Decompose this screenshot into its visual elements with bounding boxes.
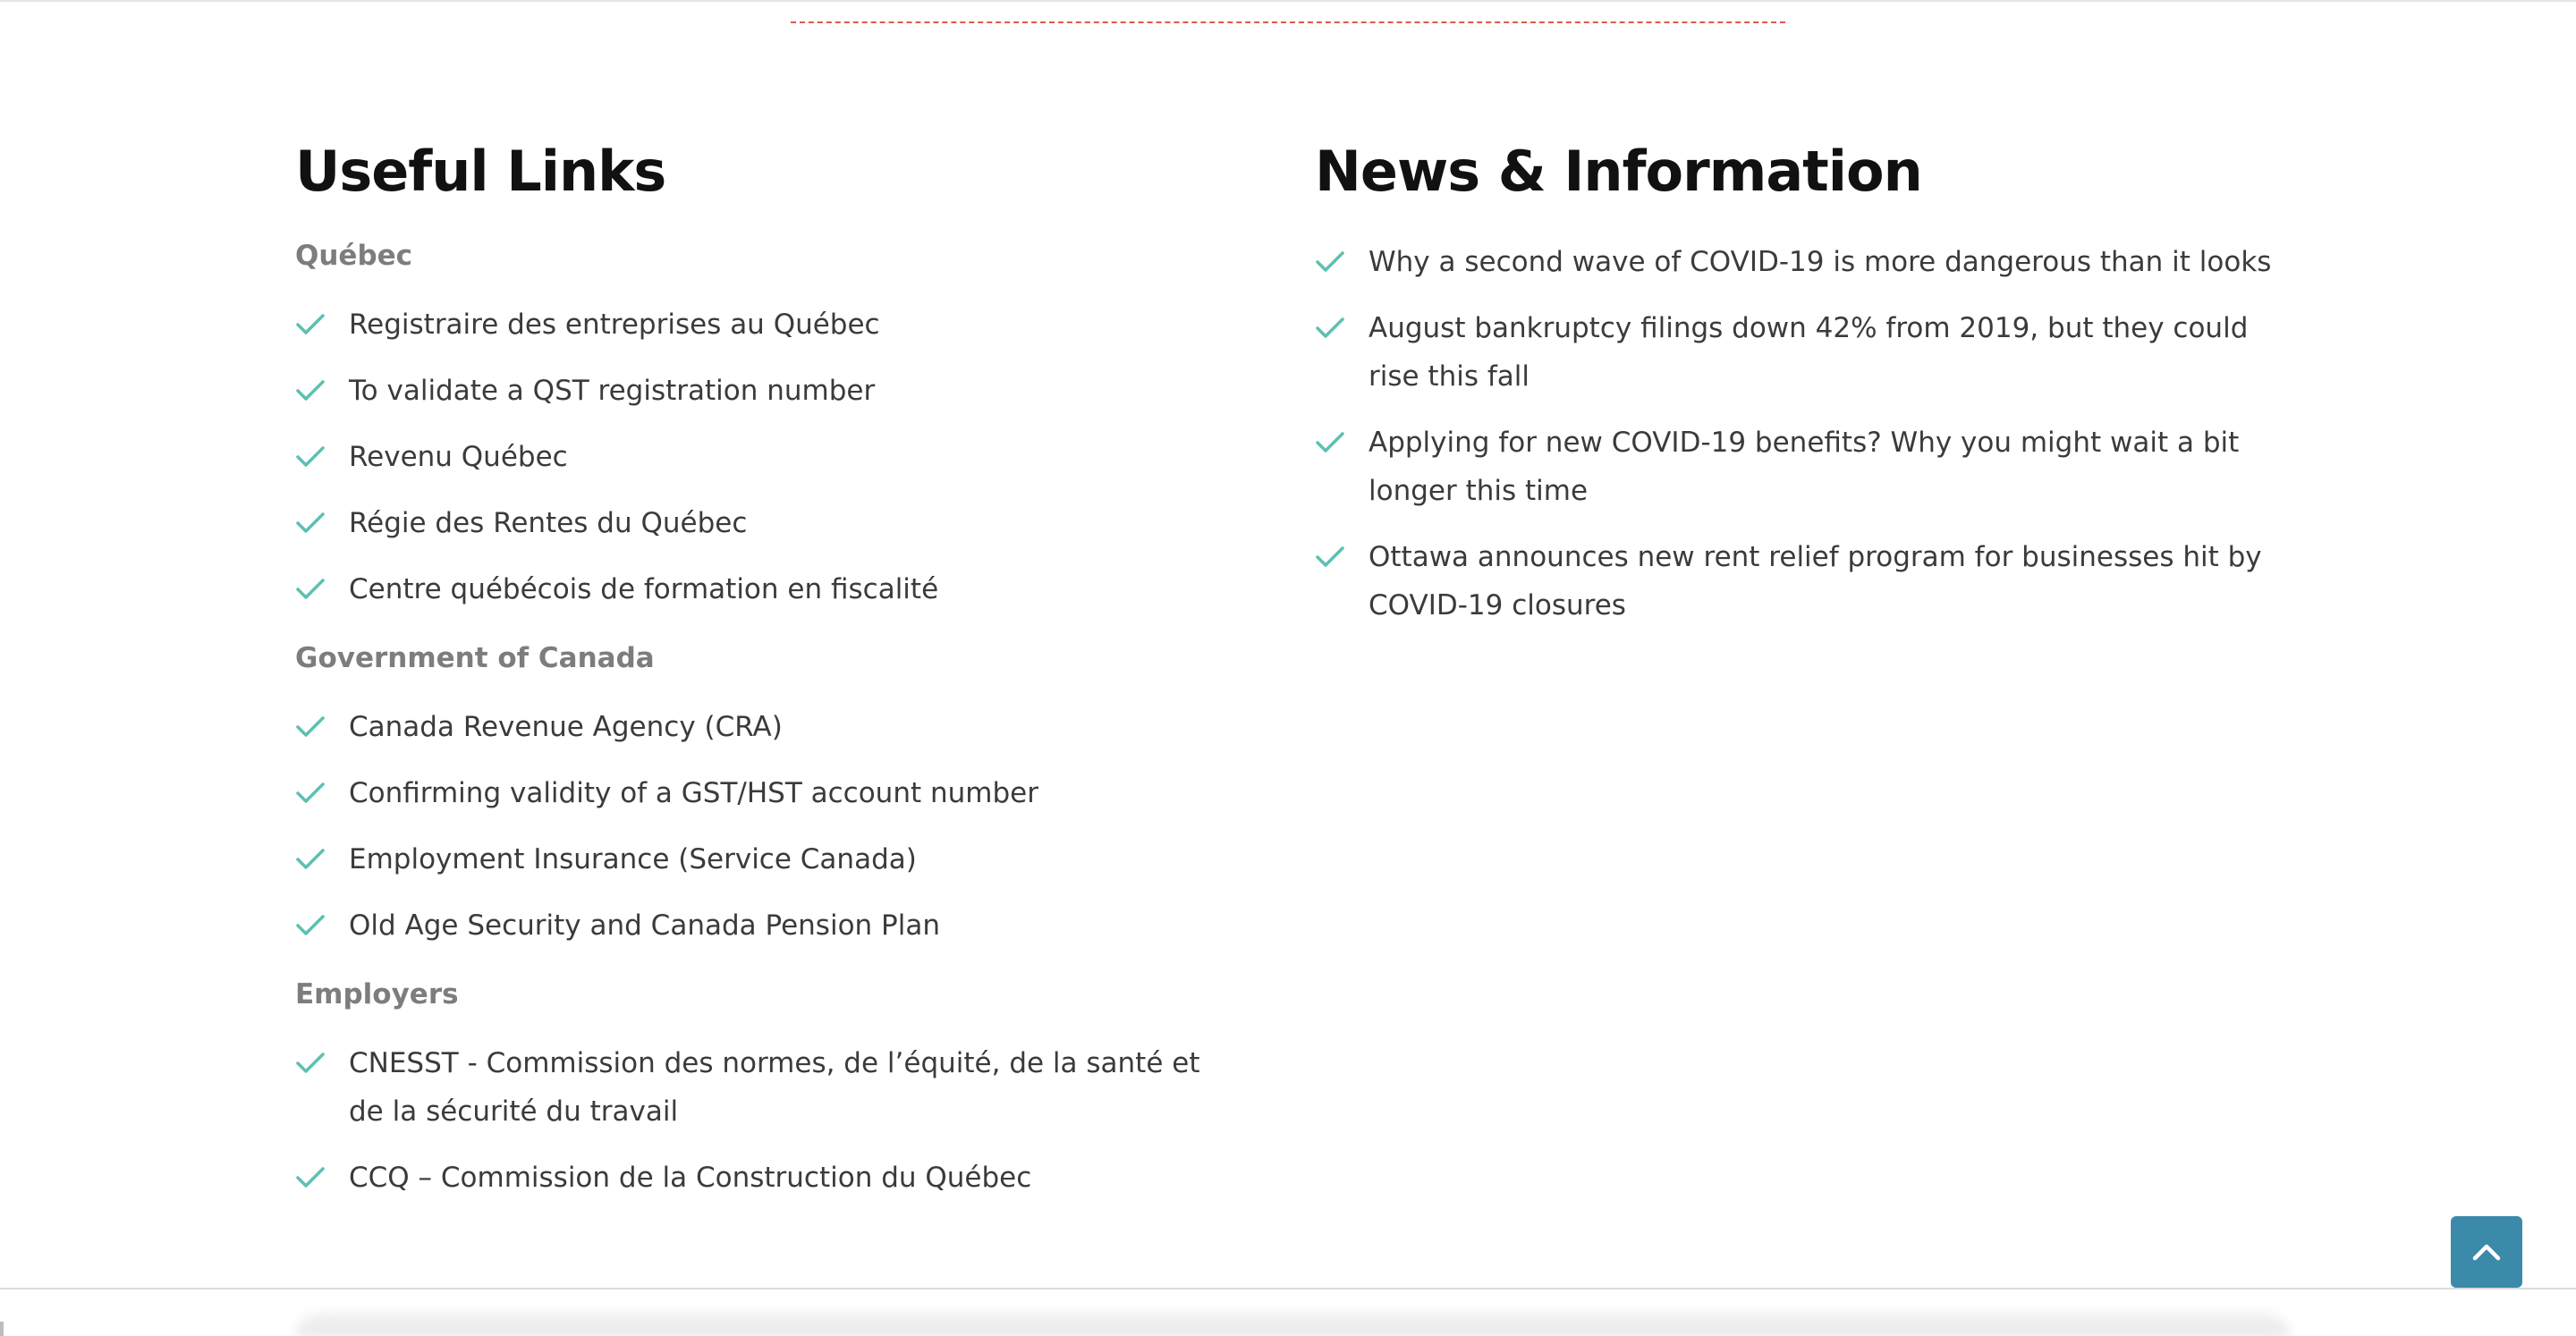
group-heading-canada: Government of Canada [295,642,655,674]
news-item[interactable] [1315,533,2290,630]
link-item[interactable] [295,300,1216,349]
link-label[interactable]: Employment Insurance (Service Canada) [349,843,917,875]
check-icon [295,444,326,469]
group-heading-employers: Employers [295,978,459,1010]
news-link[interactable]: August bankruptcy filings down 42% from 2019, but they could rise this fall [1368,312,2249,393]
check-icon [295,781,326,806]
check-icon [1315,316,1345,341]
canada-links-list [295,703,1216,950]
link-label[interactable]: To validate a QST registration number [349,375,876,407]
back-to-top-button[interactable] [2451,1216,2522,1288]
chevron-up-icon [2471,1242,2502,1262]
link-label[interactable]: CNESST - Commission des normes, de l’équité, de la santé et de la sécurité du travail [349,1047,1200,1128]
check-icon [295,913,326,938]
news-link[interactable]: Applying for new COVID-19 benefits? Why you might wait a bit longer this time [1368,427,2240,507]
check-icon [1315,430,1345,455]
news-section [1315,136,2290,656]
link-item[interactable] [295,769,1216,817]
footer-card-shadow [295,1313,2290,1336]
check-icon [295,312,326,337]
link-label[interactable]: CCQ – Commission de la Construction du Québec [349,1162,1032,1194]
link-item[interactable] [295,367,1216,415]
news-link[interactable]: Ottawa announces new rent relief program for businesses hit by COVID-19 closures [1368,541,2262,621]
news-item[interactable] [1315,419,2290,515]
link-label[interactable]: Old Age Security and Canada Pension Plan [349,909,940,942]
news-item[interactable] [1315,304,2290,401]
check-icon [295,715,326,740]
group-heading-quebec: Québec [295,240,413,272]
link-item[interactable] [295,901,1216,950]
link-label[interactable]: Registraire des entreprises au Québec [349,309,880,341]
link-label[interactable]: Régie des Rentes du Québec [349,507,748,539]
news-item[interactable] [1315,238,2290,286]
employers-links-list [295,1039,1216,1202]
useful-links-title: Useful Links [295,139,666,204]
check-icon [295,378,326,403]
check-icon [295,511,326,536]
link-item[interactable] [295,1039,1216,1136]
check-icon [1315,545,1345,570]
news-link[interactable]: Why a second wave of COVID-19 is more dangerous than it looks [1368,246,2272,278]
link-label[interactable]: Confirming validity of a GST/HST account number [349,777,1038,809]
link-item[interactable] [295,835,1216,884]
link-item[interactable] [295,703,1216,751]
check-icon [295,577,326,602]
news-list [1315,238,2290,630]
check-icon [295,1165,326,1190]
link-item[interactable] [295,499,1216,547]
link-item[interactable] [295,433,1216,481]
useful-links-section [295,136,1216,1229]
link-label[interactable]: Canada Revenue Agency (CRA) [349,711,783,743]
dashed-divider [791,21,1785,23]
news-title: News & Information [1315,139,1922,204]
link-item[interactable] [295,1154,1216,1202]
check-icon [295,847,326,872]
check-icon [1315,249,1345,275]
link-label[interactable]: Revenu Québec [349,441,568,473]
check-icon [295,1051,326,1076]
link-item[interactable] [295,565,1216,613]
link-label[interactable]: Centre québécois de formation en fiscalité [349,573,939,605]
scroll-edge-mark [0,1322,4,1336]
quebec-links-list [295,300,1216,613]
